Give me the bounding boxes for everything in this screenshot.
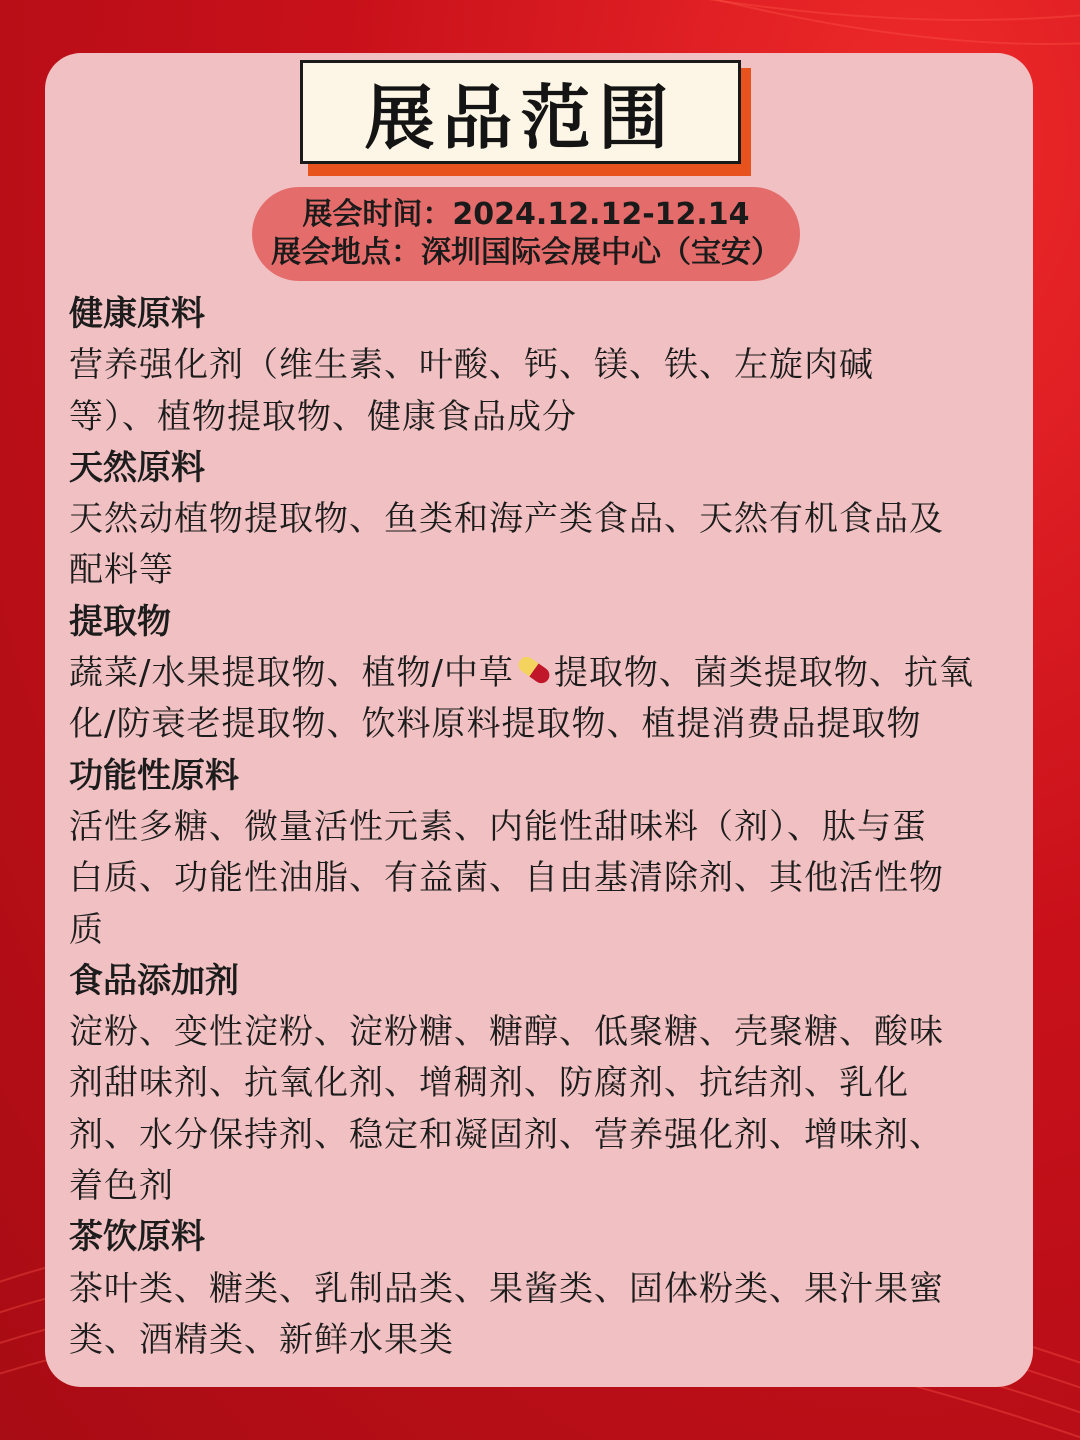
section-line: 类、酒精类、新鲜水果类	[69, 1319, 454, 1360]
exhibit-scope-list	[69, 289, 1019, 1366]
section-line: 剂甜味剂、抗氧化剂、增稠剂、防腐剂、抗结剂、乳化	[69, 1063, 909, 1104]
line-part: 提取物、菌类提取物、抗氧	[553, 653, 974, 694]
section-line: 白质、功能性油脂、有益菌、自由基清除剂、其他活性物	[69, 858, 944, 899]
page-title: 展品范围	[364, 76, 677, 159]
section-line: 活性多糖、微量活性元素、内能性甜味料（剂）、肽与蛋	[69, 806, 927, 847]
title-banner	[300, 60, 741, 164]
section-heading-additives: 食品添加剂	[69, 960, 239, 1001]
section-line: 配料等	[69, 550, 174, 591]
section-heading-natural: 天然原料	[69, 447, 205, 488]
event-time: 展会时间：2024.12.12-12.14	[302, 197, 750, 232]
line-part: 蔬菜/水果提取物、植物/中草	[69, 653, 514, 694]
section-heading-tea-drinks: 茶饮原料	[69, 1217, 205, 1258]
section-line	[69, 648, 1019, 699]
section-line: 天然动植物提取物、鱼类和海产类食品、天然有机食品及	[69, 499, 944, 540]
section-line: 化/防衰老提取物、饮料原料提取物、植提消费品提取物	[69, 704, 922, 745]
section-line: 淀粉、变性淀粉、淀粉糖、糖醇、低聚糖、壳聚糖、酸味	[69, 1012, 944, 1053]
section-heading-health: 健康原料	[69, 294, 205, 334]
event-info-pill	[252, 187, 800, 281]
section-line: 茶叶类、糖类、乳制品类、果酱类、固体粉类、果汁果蜜	[69, 1268, 944, 1309]
section-line: 营养强化剂（维生素、叶酸、钙、镁、铁、左旋肉碱	[69, 345, 874, 386]
event-location: 展会地点：深圳国际会展中心（宝安）	[271, 235, 781, 270]
pill-capsule-icon	[514, 652, 554, 688]
section-line: 等）、植物提取物、健康食品成分	[69, 396, 577, 437]
section-line: 着色剂	[69, 1166, 174, 1207]
section-heading-extracts: 提取物	[69, 601, 171, 642]
section-line: 质	[69, 909, 104, 950]
section-line: 剂、水分保持剂、稳定和凝固剂、营养强化剂、增味剂、	[69, 1114, 944, 1155]
section-heading-functional: 功能性原料	[69, 755, 239, 796]
